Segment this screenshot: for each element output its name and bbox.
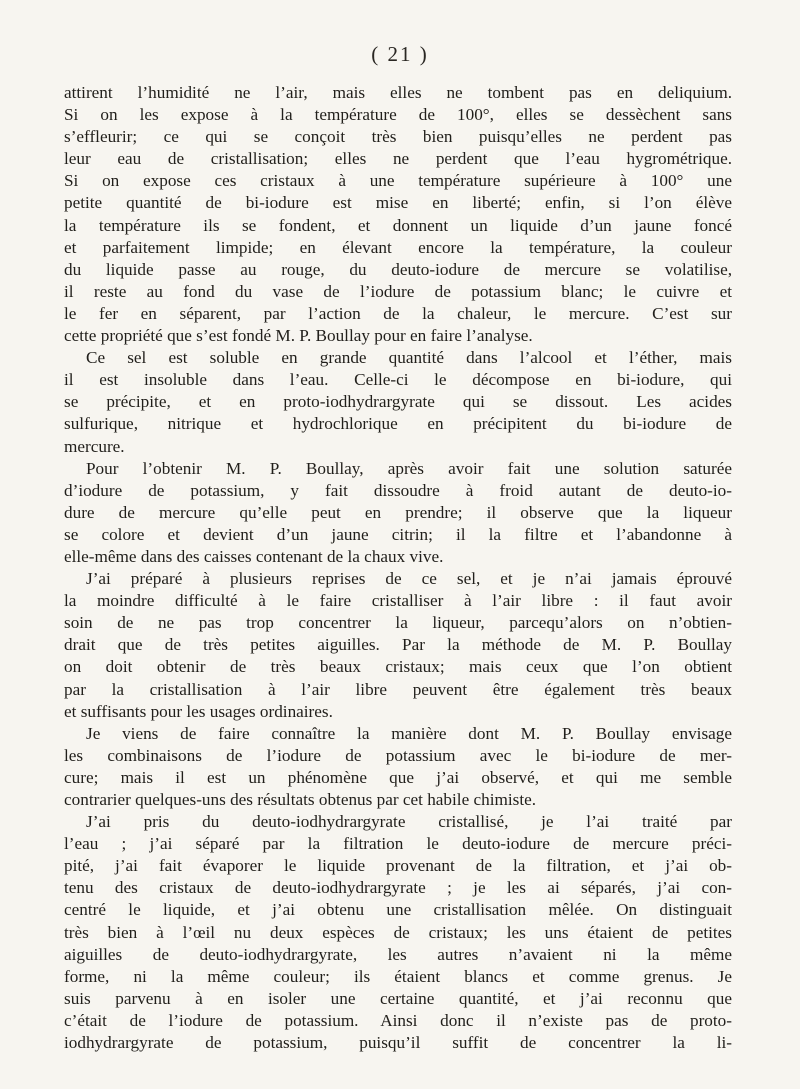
text-line: soin de ne pas trop concentrer la liqueur, parcequ’alors on n’obtien-	[64, 613, 732, 633]
text-line: dure de mercure qu’elle peut en prendre; il observe que la liqueur	[64, 502, 732, 522]
text-line: mercure.	[64, 436, 125, 456]
text-line: très bien à l’œil nu deux espèces de cristaux; les uns étaient de petites	[64, 922, 732, 942]
paragraph	[64, 568, 732, 723]
text-line: c’était de l’iodure de potassium. Ainsi donc il n’existe pas de proto-	[64, 1010, 732, 1030]
text-line: petite quantité de bi-iodure est mise en liberté; enfin, si l’on élève	[64, 193, 732, 213]
text-line: d’iodure de potassium, y fait dissoudre à froid autant de deuto-io-	[64, 480, 732, 500]
text-line: s’effleurir; ce qui se conçoit très bien puisqu’elles ne perdent pas	[64, 127, 732, 147]
text-line: Je viens de faire connaître la manière dont M. P. Boullay envisage	[86, 723, 732, 743]
text-line: cure; mais il est un phénomène que j’ai observé, et qui me semble	[64, 767, 732, 787]
text-line: on doit obtenir de très beaux cristaux; mais ceux que l’on obtient	[64, 657, 732, 677]
text-line: par la cristallisation à l’air libre peuvent être également très beaux	[64, 679, 732, 699]
paragraph	[64, 811, 732, 1054]
text-line: iodhydrargyrate de potassium, puisqu’il suffit de concentrer la li-	[64, 1033, 732, 1053]
text-line: tenu des cristaux de deuto-iodhydrargyrate ; je les ai séparés, j’ai con-	[64, 878, 732, 898]
text-line: leur eau de cristallisation; elles ne perdent que l’eau hygrométrique.	[64, 149, 732, 169]
paragraph	[64, 347, 732, 457]
text-line: l’eau ; j’ai séparé par la filtration le deuto-iodure de mercure préci-	[64, 834, 732, 854]
body-text	[64, 82, 732, 1054]
text-line: la température ils se fondent, et donnent un liquide d’un jaune foncé	[64, 215, 732, 235]
text-line: Pour l’obtenir M. P. Boullay, après avoir fait une solution saturée	[86, 458, 732, 478]
text-line: Ce sel est soluble en grande quantité dans l’alcool et l’éther, mais	[86, 348, 732, 368]
text-line: les combinaisons de l’iodure de potassium avec le bi-iodure de mer-	[64, 745, 732, 765]
text-line: pité, j’ai fait évaporer le liquide provenant de la filtration, et j’ai ob-	[64, 856, 732, 876]
text-line: suis parvenu à en isoler une certaine quantité, et j’ai reconnu que	[64, 988, 732, 1008]
text-line: Si on expose ces cristaux à une température supérieure à 100° une	[64, 171, 732, 191]
text-line: la moindre difficulté à le faire cristalliser à l’air libre : il faut avoir	[64, 591, 732, 611]
text-line: du liquide passe au rouge, du deuto-iodure de mercure se volatilise,	[64, 259, 732, 279]
text-line: il reste au fond du vase de l’iodure de potassium blanc; le cuivre et	[64, 281, 732, 301]
text-line: Si on les expose à la température de 100°, elles se dessèchent sans	[64, 105, 732, 125]
paragraph	[64, 82, 732, 347]
paragraph	[64, 723, 732, 811]
text-line: et parfaitement limpide; en élevant encore la température, la couleur	[64, 237, 732, 257]
paragraph	[64, 458, 732, 568]
text-line: drait que de très petites aiguilles. Par la méthode de M. P. Boullay	[64, 635, 732, 655]
text-line: il est insoluble dans l’eau. Celle-ci le décompose en bi-iodure, qui	[64, 370, 732, 390]
text-line: sulfurique, nitrique et hydrochlorique en précipitent du bi-iodure de	[64, 414, 732, 434]
text-line: se colore et devient d’un jaune citrin; il la filtre et l’abandonne à	[64, 524, 732, 544]
text-line: J’ai pris du deuto-iodhydrargyrate cristallisé, je l’ai traité par	[86, 812, 732, 832]
page-number: ( 21 )	[371, 42, 429, 66]
text-line: contrarier quelques-uns des résultats obtenus par cet habile chimiste.	[64, 790, 537, 809]
text-line: elle-même dans des caisses contenant de la chaux vive.	[64, 546, 444, 566]
text-line: le fer en séparent, par l’action de la chaleur, le mercure. C’est sur	[64, 303, 732, 323]
text-line: et suffisants pour les usages ordinaires.	[64, 701, 333, 721]
text-line: cette propriété que s’est fondé M. P. Boullay pour en faire l’analyse.	[64, 326, 533, 346]
text-line: aiguilles de deuto-iodhydrargyrate, les autres n’avaient ni la même	[64, 944, 732, 964]
text-line: attirent l’humidité ne l’air, mais elles ne tombent pas en deliquium.	[64, 83, 732, 102]
text-line: J’ai préparé à plusieurs reprises de ce sel, et je n’ai jamais éprouvé	[86, 569, 732, 589]
text-line: forme, ni la même couleur; ils étaient blancs et comme grenus. Je	[64, 966, 732, 986]
text-line: se précipite, et en proto-iodhydrargyrate qui se dissout. Les acides	[64, 392, 732, 412]
text-line: centré le liquide, et j’ai obtenu une cristallisation mêlée. On distinguait	[64, 900, 732, 920]
